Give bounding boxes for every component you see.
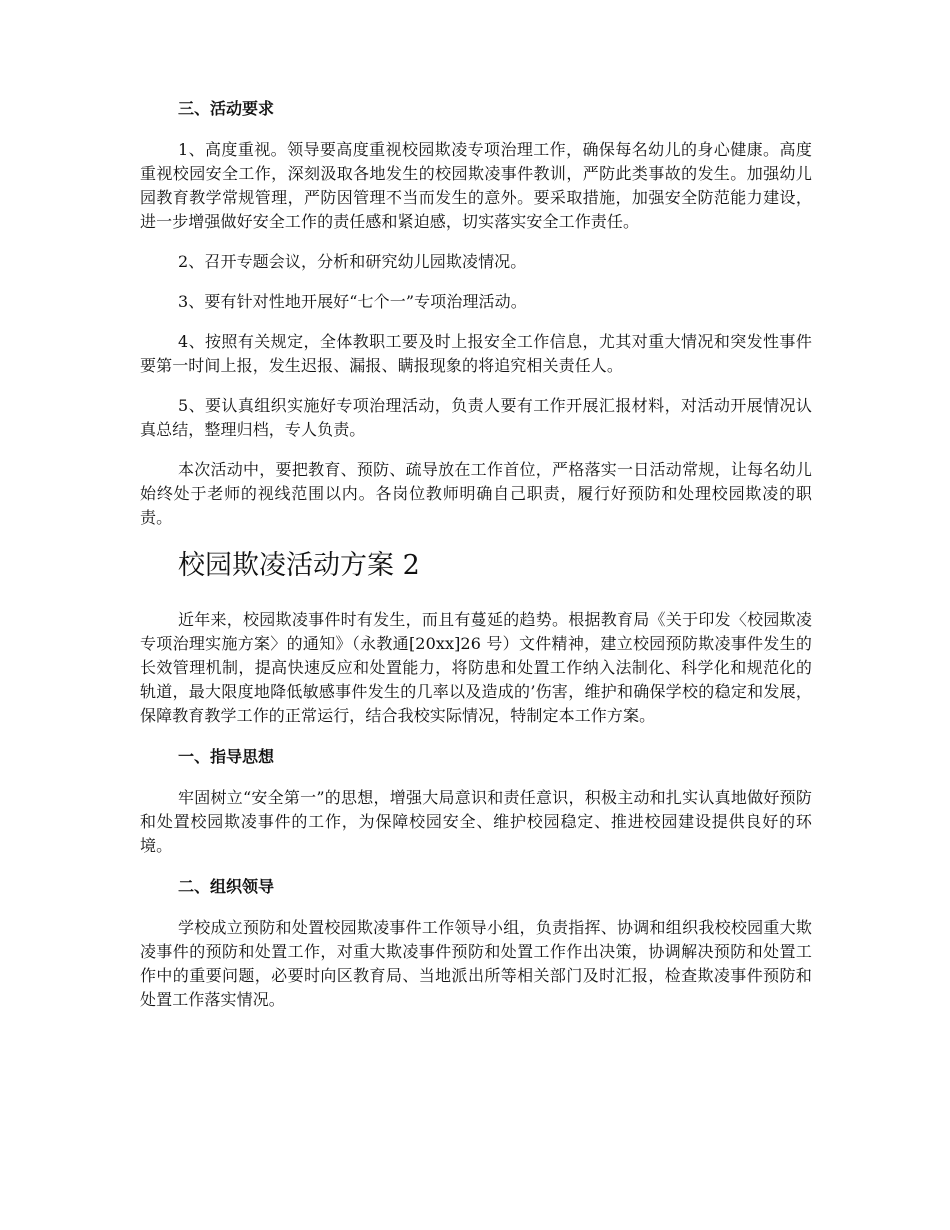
requirement-item-3: 3、要有针对性地开展好“七个一”专项治理活动。 (178, 292, 527, 311)
section-heading-organization-leadership: 二、组织领导 (178, 877, 275, 896)
requirement-item-5: 5、要认真组织实施好专项治理活动，负责人要有工作开展汇报材料，对活动开展情况认真总结，整理归档，专人负责。 (140, 396, 812, 439)
guiding-ideology-paragraph: 牢固树立“安全第一”的思想，增强大局意识和责任意识，积极主动和扎实认真地做好预防和处置校园欺凌事件的工作，为保障校园安全、维护校园稳定、推进校园建设提供良好的环境。 (140, 788, 812, 855)
requirement-item-1: 1、高度重视。领导要高度重视校园欺凌专项治理工作，确保每名幼儿的身心健康。高度重视校园安全工作，深刻汲取各地发生的校园欺凌事件教训，严防此类事故的发生。加强幼儿园教育教学常规管理，严防因管理不当而发生的意外。要采取措施，加强安全防范能力建设，进一步增强做好安全工作的责任感和紧迫感，切实落实安全工作责任。 (140, 140, 812, 231)
document-title-plan-2: 校园欺凌活动方案 2 (178, 550, 420, 581)
section-heading-guiding-ideology: 一、指导思想 (178, 747, 275, 766)
organization-leadership-paragraph: 学校成立预防和处置校园欺凌事件工作领导小组，负责指挥、协调和组织我校校园重大欺凌事件的预防和处置工作，对重大欺凌事件预防和处置工作作出决策，协调解决预防和处置工作中的重要问题，必要时向区教育局、当地派出所等相关部门及时汇报，检查欺凌事件预防和处置工作落实情况。 (140, 918, 812, 1009)
section-heading-activity-requirements: 三、活动要求 (178, 99, 275, 118)
document-body (140, 96, 812, 1028)
activity-closing-paragraph: 本次活动中，要把教育、预防、疏导放在工作首位，严格落实一日活动常规，让每名幼儿始终处于老师的视线范围以内。各岗位教师明确自己职责，履行好预防和处理校园欺凌的职责。 (140, 460, 812, 527)
plan-2-intro-paragraph: 近年来，校园欺凌事件时有发生，而且有蔓延的趋势。根据教育局《关于印发〈校园欺凌专项治理实施方案〉的通知》（永教通[20xx]26 号）文件精神，建立校园预防欺凌事件发生的长效管理机制，提高快速反应和处置能力，将防患和处置工作纳入法制化、科学化和规范化的轨道，最大限度地降低敏感事件发生的几率以及造成的’伤害，维护和确保学校的稳定和发展，保障教育教学工作的正常运行，结合我校实际情况，特制定本工作方案。 (140, 610, 812, 725)
requirement-item-2: 2、召开专题会议，分析和研究幼儿园欺凌情况。 (178, 252, 527, 271)
requirement-item-4: 4、按照有关规定，全体教职工要及时上报安全工作信息，尤其对重大情况和突发性事件要第一时间上报，发生迟报、漏报、瞒报现象的将追究相关责任人。 (140, 332, 812, 375)
